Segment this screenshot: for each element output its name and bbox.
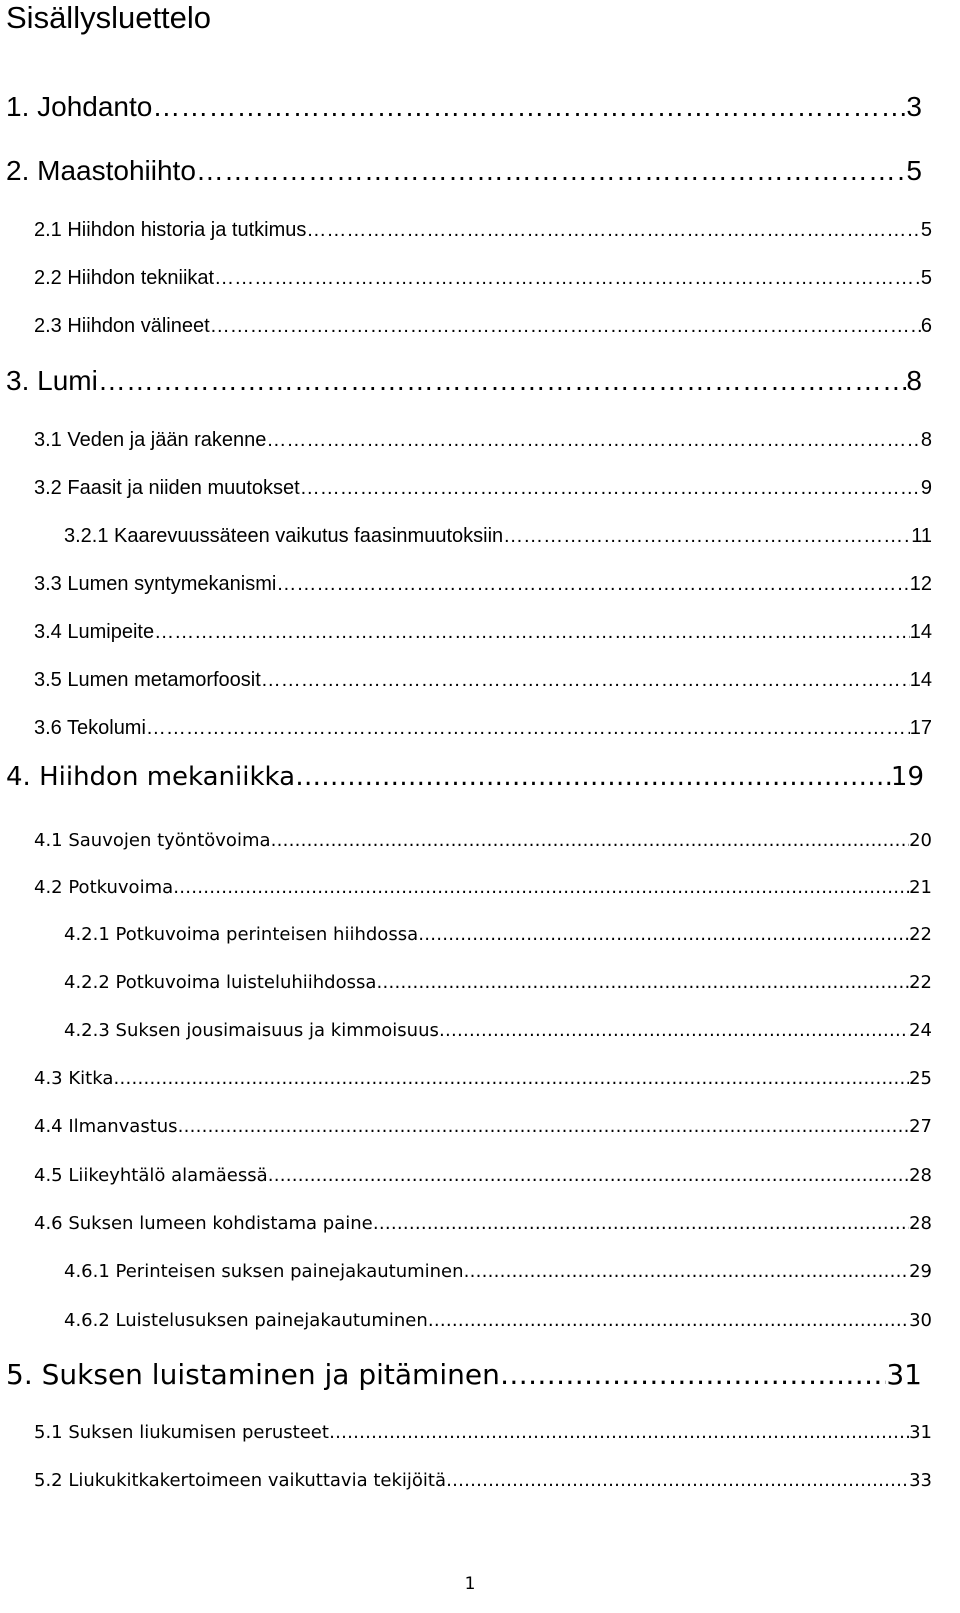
toc-entry[interactable] <box>34 867 932 907</box>
toc-entry-title: 3.3 Lumen syntymekanismi <box>34 572 277 595</box>
toc-dot-leader <box>295 762 891 792</box>
toc-entry-title: 5.1 Suksen liukumisen perusteet <box>34 1421 329 1443</box>
toc-entry[interactable] <box>34 820 932 860</box>
toc-entry-page: 31 <box>886 1357 922 1391</box>
toc-entry[interactable] <box>34 258 932 298</box>
toc-entry[interactable] <box>34 564 932 604</box>
toc-dot-leader <box>300 477 921 500</box>
toc-entry-title: 4.2.2 Potkuvoima luisteluhiihdossa <box>64 971 377 993</box>
toc-entry-title: 4.2 Potkuvoima <box>34 876 174 898</box>
toc-entry-page: 5 <box>920 218 932 241</box>
toc-entry-title: 3.6 Tekolumi <box>34 716 146 739</box>
toc-dot-leader <box>271 830 910 851</box>
toc-entry-page: 14 <box>909 668 932 691</box>
toc-entry-title: 2. Maastohiihto <box>6 155 196 186</box>
toc-entry-page: 5 <box>920 266 932 289</box>
toc-entry-title: 3.4 Lumipeite <box>34 620 155 643</box>
toc-entry-title: 5. Suksen luistaminen ja pitäminen <box>6 1357 500 1391</box>
toc-entry[interactable] <box>34 660 932 700</box>
toc-entry-title: 3.2 Faasit ja niiden muutokset <box>34 476 300 499</box>
toc-entry-title: 4.4 Ilmanvastus <box>34 1115 178 1137</box>
toc-dot-leader <box>418 924 909 945</box>
toc-dot-leader <box>500 1358 887 1391</box>
toc-entry-title: 2.3 Hiihdon välineet <box>34 314 210 337</box>
toc-entry-page: 8 <box>906 365 922 396</box>
toc-entry-title: 4.5 Liikeyhtälö alamäessä <box>34 1164 268 1186</box>
toc-dot-leader <box>154 621 910 644</box>
toc-dot-leader <box>376 972 909 993</box>
toc-dot-leader <box>196 155 907 187</box>
toc-entry-page: 20 <box>909 829 932 851</box>
toc-entry-page: 9 <box>920 476 932 499</box>
toc-dot-leader <box>503 525 911 548</box>
toc-entry-page: 6 <box>920 314 932 337</box>
toc-entry-title: 4.2.1 Potkuvoima perinteisen hiihdossa <box>64 923 419 945</box>
toc-entry-page: 3 <box>906 91 922 122</box>
toc-dot-leader <box>113 1068 909 1089</box>
toc-entry-page: 29 <box>909 1260 932 1282</box>
toc-entry-title: 4.2.3 Suksen jousimaisuus ja kimmoisuus <box>64 1019 439 1041</box>
toc-entry[interactable] <box>64 962 932 1002</box>
toc-entry-title: 4.1 Sauvojen työntövoima <box>34 829 271 851</box>
toc-entry[interactable] <box>6 87 922 127</box>
toc-entry-page: 14 <box>909 620 932 643</box>
toc-dot-leader <box>173 877 909 898</box>
toc-entry-title: 3.1 Veden ja jään rakenne <box>34 428 267 451</box>
toc-entry[interactable] <box>34 420 932 460</box>
toc-dot-leader <box>428 1310 909 1331</box>
toc-entry-title: 4.6.2 Luistelusuksen painejakautuminen <box>64 1309 428 1331</box>
toc-dot-leader <box>261 669 910 692</box>
toc-entry-title: 2.2 Hiihdon tekniikat <box>34 266 215 289</box>
toc-dot-leader <box>464 1261 910 1282</box>
toc-entry-page: 22 <box>909 971 932 993</box>
toc-dot-leader <box>152 91 906 123</box>
toc-entry[interactable] <box>64 1010 932 1050</box>
toc-entry[interactable] <box>34 1155 932 1195</box>
toc-entry-page: 24 <box>909 1019 932 1041</box>
toc-entry-title: 3.5 Lumen metamorfoosit <box>34 668 261 691</box>
toc-entry[interactable] <box>34 210 932 250</box>
toc-entry-page: 30 <box>909 1309 932 1331</box>
toc-entry[interactable] <box>34 1203 932 1243</box>
toc-entry-page: 27 <box>909 1115 932 1137</box>
page-number: 1 <box>464 1574 476 1594</box>
toc-title: Sisällysluettelo <box>6 0 212 35</box>
toc-entry[interactable] <box>34 1058 932 1098</box>
toc-entry-title: 3.2.1 Kaarevuussäteen vaikutus faasinmuutoksiin <box>64 524 504 547</box>
toc-entry-title: 4.3 Kitka <box>34 1067 114 1089</box>
toc-entry-title: 4. Hiihdon mekaniikka <box>6 762 296 792</box>
toc-dot-leader <box>276 573 909 596</box>
toc-entry[interactable] <box>34 306 932 346</box>
toc-entry[interactable] <box>6 361 922 401</box>
toc-dot-leader <box>214 267 921 290</box>
toc-dot-leader <box>306 219 921 242</box>
toc-entry[interactable] <box>34 1460 932 1500</box>
toc-entry[interactable] <box>64 516 932 556</box>
toc-entry-page: 17 <box>909 716 932 739</box>
toc-entry-page: 5 <box>906 155 922 186</box>
toc-dot-leader <box>146 717 910 740</box>
toc-dot-leader <box>373 1213 909 1234</box>
toc-entry[interactable] <box>6 151 922 191</box>
toc-entry-page: 28 <box>909 1212 932 1234</box>
toc-entry-page: 22 <box>909 923 932 945</box>
toc-entry-title: 4.6 Suksen lumeen kohdistama paine <box>34 1212 373 1234</box>
toc-entry-page: 11 <box>911 524 932 547</box>
toc-dot-leader <box>446 1470 909 1491</box>
toc-dot-leader <box>329 1422 909 1443</box>
toc-dot-leader <box>178 1116 910 1137</box>
toc-entry-title: 2.1 Hiihdon historia ja tutkimus <box>34 218 307 241</box>
toc-entry-title: 1. Johdanto <box>6 91 153 122</box>
toc-dot-leader <box>439 1020 909 1041</box>
toc-entry-title: 5.2 Liukukitkakertoimeen vaikuttavia tekijöitä <box>34 1469 446 1491</box>
toc-entry[interactable] <box>34 612 932 652</box>
toc-entry[interactable] <box>34 708 932 748</box>
toc-entry-title: 3. Lumi <box>6 365 98 396</box>
toc-entry-page: 12 <box>909 572 932 595</box>
toc-entry[interactable] <box>64 914 932 954</box>
toc-entry-page: 25 <box>909 1067 932 1089</box>
toc-entry[interactable] <box>64 1300 932 1340</box>
toc-dot-leader <box>266 429 920 452</box>
toc-entry-page: 21 <box>909 876 932 898</box>
toc-dot-leader <box>268 1165 909 1186</box>
toc-dot-leader <box>210 315 921 338</box>
toc-entry[interactable] <box>6 757 924 797</box>
toc-entry-page: 33 <box>909 1469 932 1491</box>
toc-entry-page: 31 <box>909 1421 932 1443</box>
toc-entry[interactable] <box>6 1354 922 1394</box>
toc-entry[interactable] <box>64 1251 932 1291</box>
toc-entry[interactable] <box>34 468 932 508</box>
toc-entry-page: 8 <box>920 428 932 451</box>
toc-entry-title: 4.6.1 Perinteisen suksen painejakautuminen <box>64 1260 464 1282</box>
toc-dot-leader <box>98 365 907 397</box>
toc-entry-page: 19 <box>890 762 924 792</box>
toc-entry[interactable] <box>34 1106 932 1146</box>
toc-entry-page: 28 <box>909 1164 932 1186</box>
toc-entry[interactable] <box>34 1412 932 1452</box>
